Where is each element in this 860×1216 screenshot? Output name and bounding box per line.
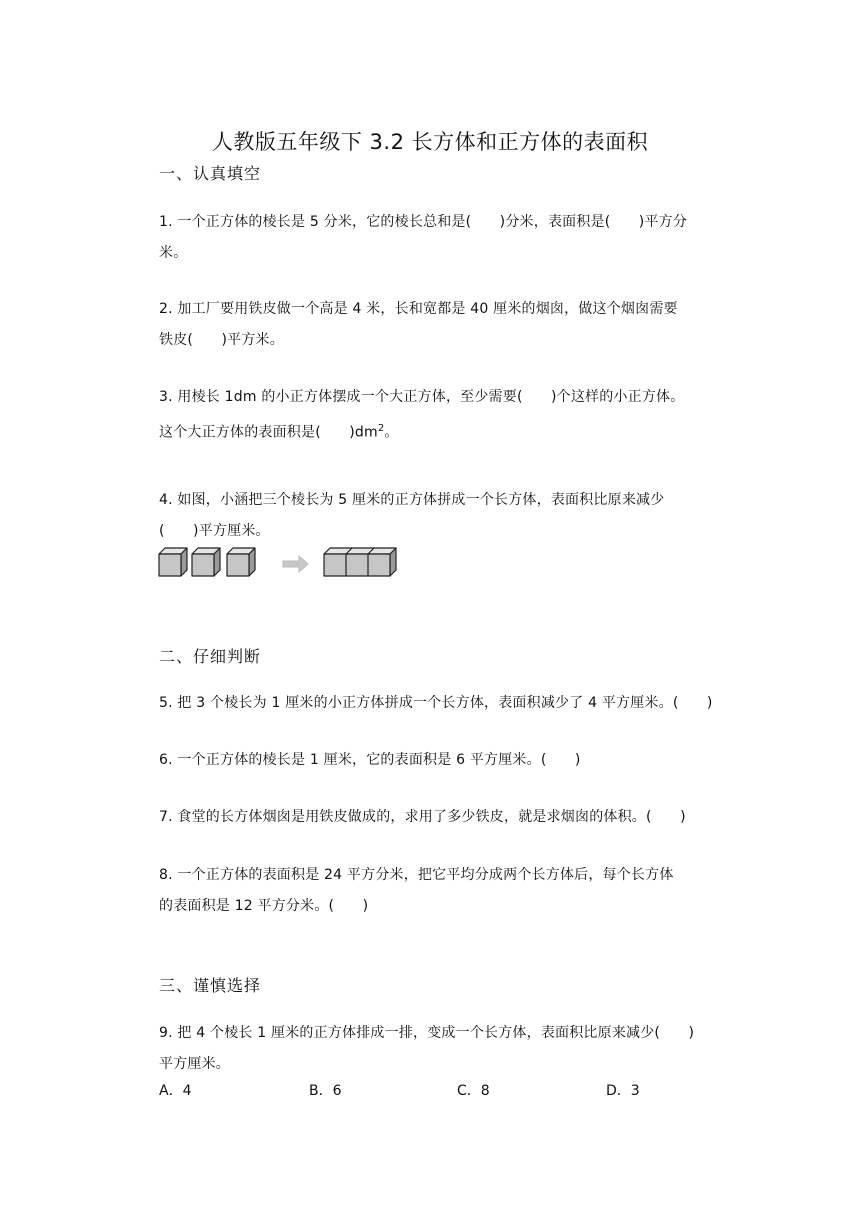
question-9-line-1: 9. 把 4 个棱长 1 厘米的正方体排成一排，变成一个长方体，表面积比原来减少( ) [159,1025,695,1041]
question-4-line-2: ( )平方厘米。 [159,523,270,539]
three-separate-cubes-icon [159,548,255,576]
question-2-line-2: 铁皮( )平方米。 [159,332,284,348]
question-8-line-2: 的表面积是 12 平方分米。( ) [159,898,369,914]
section-heading-choice: 三、谨慎选择 [159,976,262,995]
question-2-line-1: 2. 加工厂要用铁皮做一个高是 4 米，长和宽都是 40 厘米的烟囱，做这个烟囱需要 [159,301,678,317]
question-5 [159,688,711,719]
question-3-line-2 [159,413,711,449]
right-arrow-icon [283,556,308,572]
question-5-line-1: 5. 把 3 个棱长为 1 厘米的小正方体拼成一个长方体，表面积减少了 4 平方厘米。( ) [159,695,713,711]
question-1-line-1: 1. 一个正方体的棱长是 5 分米，它的棱长总和是( )分米，表面积是( )平方分 [159,214,688,230]
cube-icon [159,548,187,576]
option-a[interactable]: A．4 [159,1083,192,1099]
cubes-figure-graphic [157,544,407,580]
three-joined-cubes-icon [324,548,396,576]
question-6-line-1: 6. 一个正方体的棱长是 1 厘米，它的表面积是 6 平方厘米。( ) [159,752,581,768]
section-heading-fill-in: 一、认真填空 [159,164,262,183]
question-2 [159,294,711,356]
cubes-figure [157,544,407,584]
question-9-options [159,1080,711,1104]
question-4-line-1: 4. 如图，小涵把三个棱长为 5 厘米的正方体拼成一个长方体，表面积比原来减少 [159,492,665,508]
question-1-line-2: 米。 [159,245,188,261]
option-b[interactable]: B．6 [309,1083,342,1099]
cube-icon [227,548,255,576]
question-6 [159,745,711,776]
question-3-unit-exponent: 2 [377,423,385,434]
question-3-line-1: 3. 用棱长 1dm 的小正方体摆成一个大正方体，至少需要( )个这样的小正方体。 [159,389,685,405]
section-heading-judgment: 二、仔细判断 [159,647,262,666]
question-9 [159,1018,711,1080]
question-3-line-2-end: 。 [384,424,399,441]
option-d[interactable]: D．3 [606,1083,640,1099]
question-3-line-2-text: 这个大正方体的表面积是( )dm [159,424,378,441]
option-c[interactable]: C．8 [457,1083,490,1099]
question-7-line-1: 7. 食堂的长方体烟囱是用铁皮做成的，求用了多少铁皮，就是求烟囱的体积。( ) [159,809,686,825]
cube-icon [192,548,220,576]
question-1 [159,207,711,269]
question-8-line-1: 8. 一个正方体的表面积是 24 平方分米，把它平均分成两个长方体后，每个长方体 [159,867,674,883]
question-3 [159,382,711,449]
question-8 [159,860,711,922]
worksheet-title: 人教版五年级下 3.2 长方体和正方体的表面积 [211,130,649,154]
question-4 [159,485,711,547]
question-7 [159,802,711,833]
question-9-line-2: 平方厘米。 [159,1056,230,1072]
